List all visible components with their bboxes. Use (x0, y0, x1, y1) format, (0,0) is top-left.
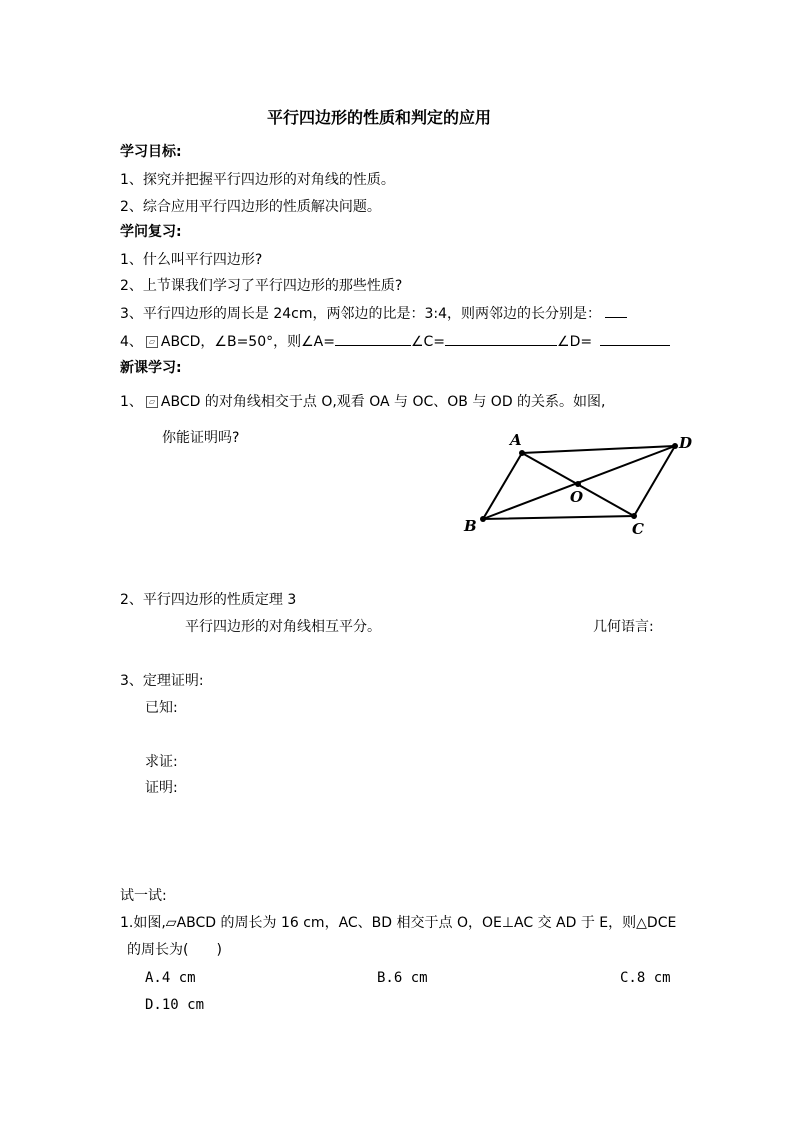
option-d[interactable]: D.10 cm (145, 997, 205, 1013)
newlesson-item3: 3、定理证明: (120, 673, 204, 689)
point-c (631, 513, 637, 519)
proof-label: 证明: (145, 780, 178, 796)
parallelogram-icon: ▱ (146, 396, 158, 408)
newlesson-item1-text: ABCD 的对角线相交于点 O,观看 OA 与 OC、OB 与 OD 的关系。如图, (160, 394, 606, 410)
parallelogram-figure (455, 430, 705, 545)
option-b[interactable]: B.6 cm (377, 970, 428, 986)
prove-label: 求证: (145, 754, 178, 770)
review-q4 (120, 331, 670, 352)
review-q3 (120, 303, 627, 324)
review-q1: 1、什么叫平行四边形? (120, 252, 263, 268)
label-d: D (679, 434, 693, 452)
review-q4-d: ∠D= (557, 334, 593, 350)
review-q4-text: ABCD，∠B=50°，则∠A= (160, 334, 335, 350)
option-a[interactable]: A.4 cm (145, 970, 196, 986)
point-d (672, 443, 678, 449)
review-heading: 学问复习: (120, 224, 182, 240)
point-a (519, 450, 525, 456)
point-o (575, 481, 581, 487)
objective-item: 1、探究并把握平行四边形的对角线的性质。 (120, 172, 395, 188)
parallelogram-icon: ▱ (146, 336, 158, 348)
page-title: 平行四边形的性质和判定的应用 (267, 108, 492, 127)
point-b (480, 516, 486, 522)
label-b: B (464, 517, 477, 535)
given-label: 已知: (145, 700, 178, 716)
answer-blank-c[interactable] (445, 331, 557, 346)
objectives-heading: 学习目标: (120, 144, 182, 160)
newlesson-item1-prefix: 1、 (120, 394, 143, 410)
label-a: A (510, 431, 522, 449)
review-q2: 2、上节课我们学习了平行四边形的那些性质? (120, 278, 403, 294)
answer-blank-d[interactable] (600, 331, 670, 346)
newlesson-item1 (120, 392, 606, 412)
theorem-statement: 平行四边形的对角线相互平分。 (185, 619, 381, 635)
review-q4-prefix: 4、 (120, 334, 143, 350)
label-c: C (632, 520, 644, 538)
geometry-language-label: 几何语言: (593, 619, 654, 635)
label-o: O (570, 488, 584, 506)
practice-q1-line1: 1.如图,▱ABCD 的周长为 16 cm，AC、BD 相交于点 O，OE⊥AC 交 AD 于 E，则△DCE (120, 915, 677, 931)
practice-q1-line2: 的周长为( ) (127, 942, 222, 958)
review-q4-c: ∠C= (410, 334, 446, 350)
objective-item: 2、综合应用平行四边形的性质解决问题。 (120, 199, 381, 215)
review-q3-text: 3、平行四边形的周长是 24cm，两邻边的比是：3:4，则两邻边的长分别是： (120, 306, 602, 322)
newlesson-item2: 2、平行四边形的性质定理 3 (120, 592, 297, 608)
newlesson-item1-question: 你能证明吗? (162, 430, 240, 446)
practice-heading: 试一试: (120, 888, 167, 904)
answer-blank-a[interactable] (335, 331, 411, 346)
newlesson-heading: 新课学习: (120, 360, 182, 376)
option-c[interactable]: C.8 cm (620, 970, 671, 986)
answer-blank[interactable] (605, 303, 627, 318)
